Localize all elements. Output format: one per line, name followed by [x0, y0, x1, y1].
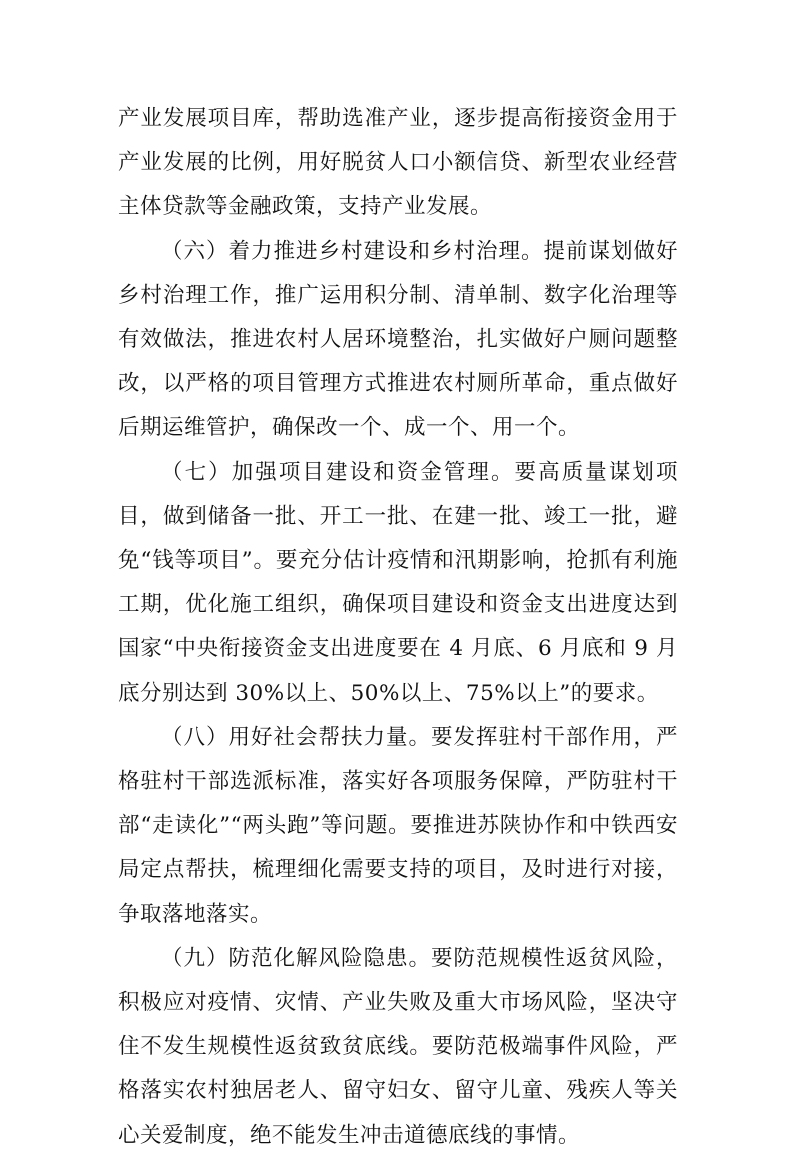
paragraph-section-8: （八）用好社会帮扶力量。要发挥驻村干部作用，严格驻村干部选派标准，落实好各项服务保障，严防驻村干部“走读化”“两头跑”等问题。要推进苏陕协作和中铁西安局定点帮扶，梳理细化需要支持的项目，及时进行对接，争取落地落实。	[118, 724, 678, 927]
paragraph-continuation: 产业发展项目库，帮助选准产业，逐步提高衔接资金用于产业发展的比例，用好脱贫人口小额信贷、新型农业经营主体贷款等金融政策，支持产业发展。	[118, 106, 678, 220]
document-body	[118, 97, 678, 1158]
paragraph-section-7: （七）加强项目建设和资金管理。要高质量谋划项目，做到储备一批、开工一批、在建一批、竣工一批，避免“钱等项目”。要充分估计疫情和汛期影响，抢抓有利施工期，优化施工组织，确保项目建设和资金支出进度达到国家“中央衔接资金支出进度要在 4 月底、6 月底和 9 月底分别达到 30%以上、50%以上、75%以上”的要求。	[118, 459, 678, 706]
paragraph-section-9: （九）防范化解风险隐患。要防范规模性返贫风险，积极应对疫情、灾情、产业失败及重大市场风险，坚决守住不发生规模性返贫致贫底线。要防范极端事件风险，严格落实农村独居老人、留守妇女、留守儿童、残疾人等关心关爱制度，绝不能发生冲击道德底线的事情。	[118, 945, 678, 1148]
paragraph-section-6: （六）着力推进乡村建设和乡村治理。提前谋划做好乡村治理工作，推广运用积分制、清单制、数字化治理等有效做法，推进农村人居环境整治，扎实做好户厕问题整改，以严格的项目管理方式推进农村厕所革命，重点做好后期运维管护，确保改一个、成一个、用一个。	[118, 238, 678, 441]
